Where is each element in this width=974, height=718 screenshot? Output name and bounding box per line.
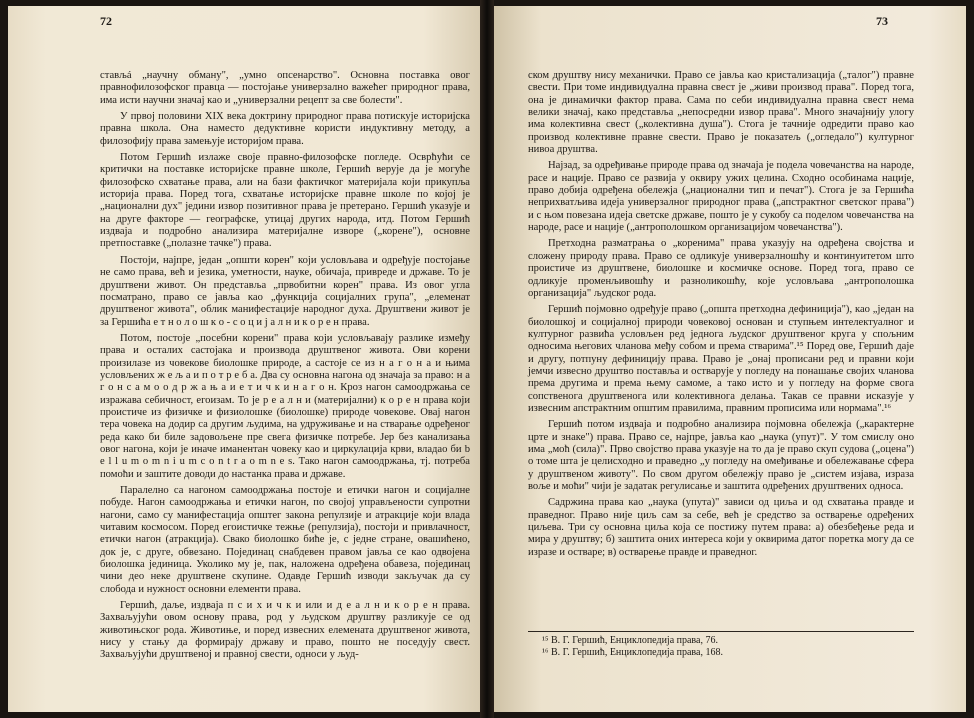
paragraph: Потом, постоје „посебни корени" права који условљавају разлике између права и осталих састојака и производа друштвеног живота. Ови корени произилазе из човекове биолошке природе, а састоје се из н а г о н а и њима условљених ж е љ а и п о т р е б а. Два су основна нагона од значаја за право: н а г о н с а м о о д р ж а њ а и е т и ч к и н а г о н. Кроз нагон самоодржања се изражава себичност, егоизам. То је р е а л н и (материјални) к о р е н права који проистиче из физичке и физиолошке (биолошке) природе човекове. Овај нагон тера човека на додир са другим људима, на удруживање и на стварање одређеног реда како би биле задовољене пре свега физичке потребе. Јер без канализања овог нагона, који је иначе иманентан човеку као и циркулација крви, владао би b e l l u m o m n i u m c o n t r a o m n e s. Тако нагон самоодржања, тј. потреба помоћи и заштите доводи до настанка права и државе. — [100, 332, 470, 480]
paragraph: Гершић појмовно одређује право („општа претходна дефиниција"), као „један на биолошкој и социјалној природи човековој основан и ступњем интелектуалног и културног развића условљен ред једнога људског друштвеног круга у спољним односима његових чланова међу собом и према стварима".¹⁵ Поред ове, Гершић даје и другу, потпуну дефиницију права. Право је „онај прописани ред и правни који јемчи извесно друштво поставља и остварује у погледу на понашање својих чланова према другима и према њему самоме, а тако исто и у погледу на форме свога сопственога друштвенога или колективнога делања. Такав се правни исказује у извесним апстрактним општим правилима, правним прописима или нормама".¹⁶ — [528, 304, 914, 414]
paragraph: стављá „научну обману", „умно опсенарство". Основна поставка овог правнофилозофског правца — постојање универзално важећег природног права, има исти научни значај као и „универзални рецепт за све болести". — [100, 70, 470, 106]
paragraph: Претходна разматрања о „коренима" права указују на одређена својства и сложену природу права. Право се одликује универзалношћу и континуитетом што проистиче из друштвене, биолошке и космичке основе. Поред тога, право се одликује променљивошћу и разноликошћу, које условљава „антрополошка организација" људског рода. — [528, 238, 914, 299]
paragraph: Потом Гершић излаже своје правно-филозофске погледе. Осврћући се критички на поставке историјске правне школе, Гершић верује да је могуће филозофско схватање права, али на бази фактичког материјала који прикупља историја права. Поред тога, схватање историјске правне школе по којој је „национални дух" једини извор позитивног права је претерано. Гершић указује и на друге факторе — географске, утицај других народа, итд. Потом Гершић издваја и подробно анализира материјалне изворе („корене"), основне претпоставке („полазне тачке") права. — [100, 152, 470, 250]
book-gutter — [480, 0, 494, 718]
left-page — [8, 6, 480, 712]
right-page-body — [528, 70, 914, 559]
footnote: ¹⁶ В. Г. Гершић, Енциклопедија права, 168. — [542, 647, 723, 658]
paragraph: Постоји, најпре, један „општи корен" који условљава и одређује постојање не само права, већ и језика, уметности, науке, обичаја, привреде и државе. То је друштвени живот. Он представља „првобитни корен" права. Из овог угла посматрано, право се јавља као „функција социјалних група", „елеменат друштвеног живота", облик манифестације народног духа. Друштвени живот је за Гершића е т н о л о ш к о - с о ц и ј а л н и к о р е н права. — [100, 254, 470, 328]
paragraph: Паралелно са нагоном самоодржања постоје и етички нагон и социјалне побуде. Нагон самоодржања и етички нагон, по својој управљености супротни нагони, само су манифестација општег закона репулзије и атракције који влада читавим космосом. Поред егоистичке тежње (репулзија), постоји и привлачност, етички нагон (атракција). Свако биолошко биће је, с једне стране, овашићено, док је, с друге, обвезано. Појединац снабдевен правом јавља се као одвојена биолошка јединица. Уколико му је, пак, наложена одређена обавеза, појединац чини део неке друштвене скупине. Одавде Гершић изводи закључак да су слобода и нужност основни елементи права. — [100, 485, 470, 595]
footnote: ¹⁵ В. Г. Гершић, Енциклопедија права, 76. — [542, 635, 718, 646]
footnotes — [528, 631, 914, 659]
right-page — [494, 6, 966, 712]
left-page-number: 72 — [100, 14, 112, 28]
paragraph: Садржина права као „наука (упута)" зависи од циља и од схватања правде и праведног. Право није циљ сам за себе, већ је средство за остварење одређених циљева. Три су основна циља која се постижу путем права: а) обезбеђење реда и мира у друштву; б) заштита оних интереса који у оквирима датог поретка могу да се изразе и остваре; в) остварење правде и праведног. — [528, 497, 914, 558]
paragraph: Најзад, за одређивање природе права од значаја је подела човечанства на народе, расе и нације. Право се развија у оквиру ужих целина. Сходно особинама нације, право добија одређена обележја („национални тип и печат"). Стога је за Гершића неприхватљива идеја универзалног природног права („апстрактног светског права") и с њом повезана идеја светске државе, пошто је у сукобу са поделом човечанства на народе, расе и нације („антрополошком организацијом човечанства"). — [528, 160, 914, 234]
right-page-number: 73 — [876, 14, 888, 28]
paragraph: Гершић потом издваја и подробно анализира појмовна обележја („карактерне црте и знаке") права. Право се, најпре, јавља као „наука (упут)". У том смислу оно има „моћ (сила)". Прво својство права указује на то да је право скуп судова („оцена") о томе шта је целисходно и праведно „у погледу на омеђивање и обележавање сфера у друштвеном животу". По свом другом обележју право је „систем изјава, израза воље и моћи" чији је задатак регулисање и заштита одређених друштвених односа. — [528, 419, 914, 492]
paragraph: У првој половини XIX века доктрину природног права потискује историјска правна школа. Она наместо дедуктивне користи индуктивну методу, а филозофију права замењује историјом права. — [100, 111, 470, 147]
paragraph: ском друштву нису механички. Право се јавља као кристализација („талог") правне свести. При томе индивидуална правна свест је „живи производ права". Поред тога, она је динамички фактор права. Сама по себи индивидуална правна свест нема велики значај, како представља „непосредни извор права". Много значајнију улогу има колективна свест („колективна душа"). Стога је тачније одредити право као производ колективне правне свести. Право је показатељ („огледало") културног нивоа друштва. — [528, 70, 914, 156]
left-page-body — [100, 70, 470, 662]
paragraph: Гершић, даље, издваја п с и х и ч к и или и д е а л н и к о р е н права. Захваљујући овом основу права, род у људском друштву разликује се од животињског рода. Животиње, и поред извесних елемената друштвеног живота, нису у стању да формирају државу и право, пошто не поседују свест. Захваљујући друштвеној и правној свести, односи у људ- — [100, 600, 470, 661]
